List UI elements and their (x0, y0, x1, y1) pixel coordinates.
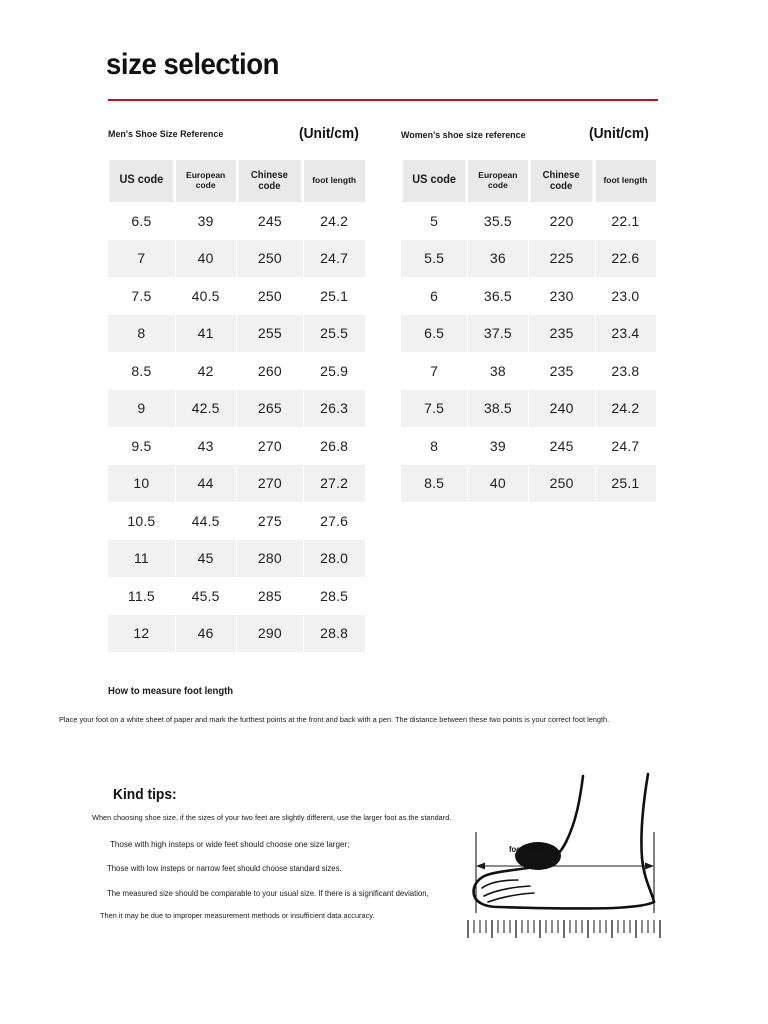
table-header-row (108, 160, 365, 202)
table-cell: 270 (236, 465, 303, 503)
mens-section-caption: Men's Shoe Size Reference (108, 129, 224, 140)
table-cell: 230 (528, 277, 594, 315)
table-cell: 6.5 (401, 315, 467, 353)
table-cell: 7.5 (108, 277, 175, 315)
tip-line: When choosing shoe size, if the sizes of your two feet are slightly different, use the larger foot as the standard. (92, 813, 452, 822)
table-cell: 25.5 (303, 315, 365, 353)
table-row (108, 202, 365, 240)
page-title: size selection (106, 48, 280, 81)
table-row (401, 465, 656, 503)
table-cell: 42 (175, 352, 237, 390)
column-header-european-code (175, 160, 237, 202)
table-row (401, 315, 656, 353)
table-row (108, 427, 365, 465)
table-row (108, 465, 365, 503)
table-row (401, 277, 656, 315)
foot-measurement-diagram (462, 770, 676, 938)
table-cell: 24.2 (303, 202, 365, 240)
table-cell: 36 (467, 240, 528, 278)
table-cell: 11 (108, 540, 175, 578)
table-cell: 6.5 (108, 202, 175, 240)
table-cell: 6 (401, 277, 467, 315)
womens-size-table (401, 160, 656, 502)
table-cell: 28.8 (303, 615, 365, 653)
table-cell: 8.5 (108, 352, 175, 390)
column-header-us-code: US code (110, 160, 173, 202)
table-row (108, 352, 365, 390)
column-header-chinese-code: Chinese code (238, 160, 301, 202)
table-cell: 38 (467, 352, 528, 390)
table-cell: 38.5 (467, 390, 528, 428)
title-divider (108, 99, 658, 101)
table-cell: 225 (528, 240, 594, 278)
table-cell: 255 (236, 315, 303, 353)
measure-section-heading: How to measure foot length (108, 686, 234, 697)
table-row (401, 240, 656, 278)
table-cell: 46 (175, 615, 237, 653)
womens-unit-label: (Unit/cm) (589, 125, 649, 142)
table-cell: 7 (108, 240, 175, 278)
table-cell: 290 (236, 615, 303, 653)
table-cell: 24.7 (595, 427, 656, 465)
table-cell: 245 (528, 427, 594, 465)
table-cell: 40 (175, 240, 237, 278)
table-cell: 8.5 (401, 465, 467, 503)
table-row (401, 427, 656, 465)
table-cell: 28.0 (303, 540, 365, 578)
tips-section-heading: Kind tips: (113, 786, 177, 803)
table-cell: 235 (528, 315, 594, 353)
column-header-european-code-line2: code (195, 180, 216, 190)
table-cell: 40.5 (175, 277, 237, 315)
table-cell: 27.2 (303, 465, 365, 503)
column-header-european-code (467, 160, 528, 202)
mens-table-body (108, 202, 365, 652)
table-cell: 250 (236, 240, 303, 278)
table-cell: 23.0 (595, 277, 656, 315)
table-cell: 35.5 (467, 202, 528, 240)
table-row (108, 577, 365, 615)
table-cell: 26.8 (303, 427, 365, 465)
table-row (108, 240, 365, 278)
table-cell: 240 (528, 390, 594, 428)
table-cell: 44.5 (175, 502, 237, 540)
table-cell: 40 (467, 465, 528, 503)
foot-length-label: foot length (509, 845, 549, 854)
table-cell: 24.7 (303, 240, 365, 278)
table-cell: 5.5 (401, 240, 467, 278)
table-row (108, 502, 365, 540)
tip-line: Those with low insteps or narrow feet should choose standard sizes. (107, 864, 342, 873)
table-cell: 8 (108, 315, 175, 353)
table-cell: 250 (236, 277, 303, 315)
table-cell: 42.5 (175, 390, 237, 428)
table-cell: 39 (175, 202, 237, 240)
table-cell: 22.1 (595, 202, 656, 240)
table-cell: 265 (236, 390, 303, 428)
tip-line: Then it may be due to improper measurement methods or insufficient data accuracy. (100, 911, 375, 920)
column-header-foot-length: foot length (303, 160, 365, 202)
table-cell: 22.6 (595, 240, 656, 278)
table-cell: 270 (236, 427, 303, 465)
table-cell: 8 (401, 427, 467, 465)
table-cell: 7 (401, 352, 467, 390)
table-cell: 39 (467, 427, 528, 465)
table-row (108, 277, 365, 315)
table-cell: 24.2 (595, 390, 656, 428)
table-cell: 23.4 (595, 315, 656, 353)
table-cell: 260 (236, 352, 303, 390)
table-cell: 23.8 (595, 352, 656, 390)
table-cell: 45 (175, 540, 237, 578)
table-cell: 36.5 (467, 277, 528, 315)
mens-table-header (108, 160, 365, 202)
table-row (108, 315, 365, 353)
tip-line: The measured size should be comparable to your usual size. If there is a significant deviation, (107, 889, 429, 898)
table-cell: 280 (236, 540, 303, 578)
table-cell: 5 (401, 202, 467, 240)
table-cell: 235 (528, 352, 594, 390)
womens-table-header (401, 160, 656, 202)
mens-size-table (108, 160, 365, 652)
column-header-foot-length: foot length (595, 160, 656, 202)
table-cell: 27.6 (303, 502, 365, 540)
table-cell: 37.5 (467, 315, 528, 353)
table-cell: 11.5 (108, 577, 175, 615)
column-header-european-code-line1: European (186, 170, 226, 181)
mens-unit-label: (Unit/cm) (299, 125, 359, 142)
table-cell: 10 (108, 465, 175, 503)
table-cell: 43 (175, 427, 237, 465)
table-cell: 44 (175, 465, 237, 503)
measure-section-body: Place your foot on a white sheet of paper and mark the furthest points at the front and back with a pen. The distance between these two points is your correct foot length. (59, 715, 610, 724)
table-cell: 45.5 (175, 577, 237, 615)
column-header-chinese-code: Chinese code (530, 160, 593, 202)
table-cell: 7.5 (401, 390, 467, 428)
table-cell: 41 (175, 315, 237, 353)
table-cell: 25.1 (595, 465, 656, 503)
table-cell: 9.5 (108, 427, 175, 465)
table-cell: 10.5 (108, 502, 175, 540)
table-row (108, 615, 365, 653)
column-header-european-code-line1: European (478, 170, 518, 181)
table-cell: 220 (528, 202, 594, 240)
table-header-row (401, 160, 656, 202)
table-cell: 25.1 (303, 277, 365, 315)
table-cell: 28.5 (303, 577, 365, 615)
column-header-european-code-line2: code (487, 180, 508, 190)
table-row (108, 540, 365, 578)
table-cell: 250 (528, 465, 594, 503)
table-cell: 25.9 (303, 352, 365, 390)
table-cell: 245 (236, 202, 303, 240)
table-row (401, 352, 656, 390)
womens-table-body (401, 202, 656, 502)
column-header-us-code: US code (403, 160, 466, 202)
table-cell: 26.3 (303, 390, 365, 428)
ruler-icon (468, 920, 660, 938)
table-row (401, 202, 656, 240)
table-cell: 275 (236, 502, 303, 540)
table-row (108, 390, 365, 428)
foot-side-view-icon (474, 774, 654, 908)
table-cell: 12 (108, 615, 175, 653)
table-row (401, 390, 656, 428)
table-cell: 9 (108, 390, 175, 428)
table-cell: 285 (236, 577, 303, 615)
tip-line: Those with high insteps or wide feet should choose one size larger; (110, 839, 350, 849)
womens-section-caption: Women's shoe size reference (401, 130, 526, 141)
